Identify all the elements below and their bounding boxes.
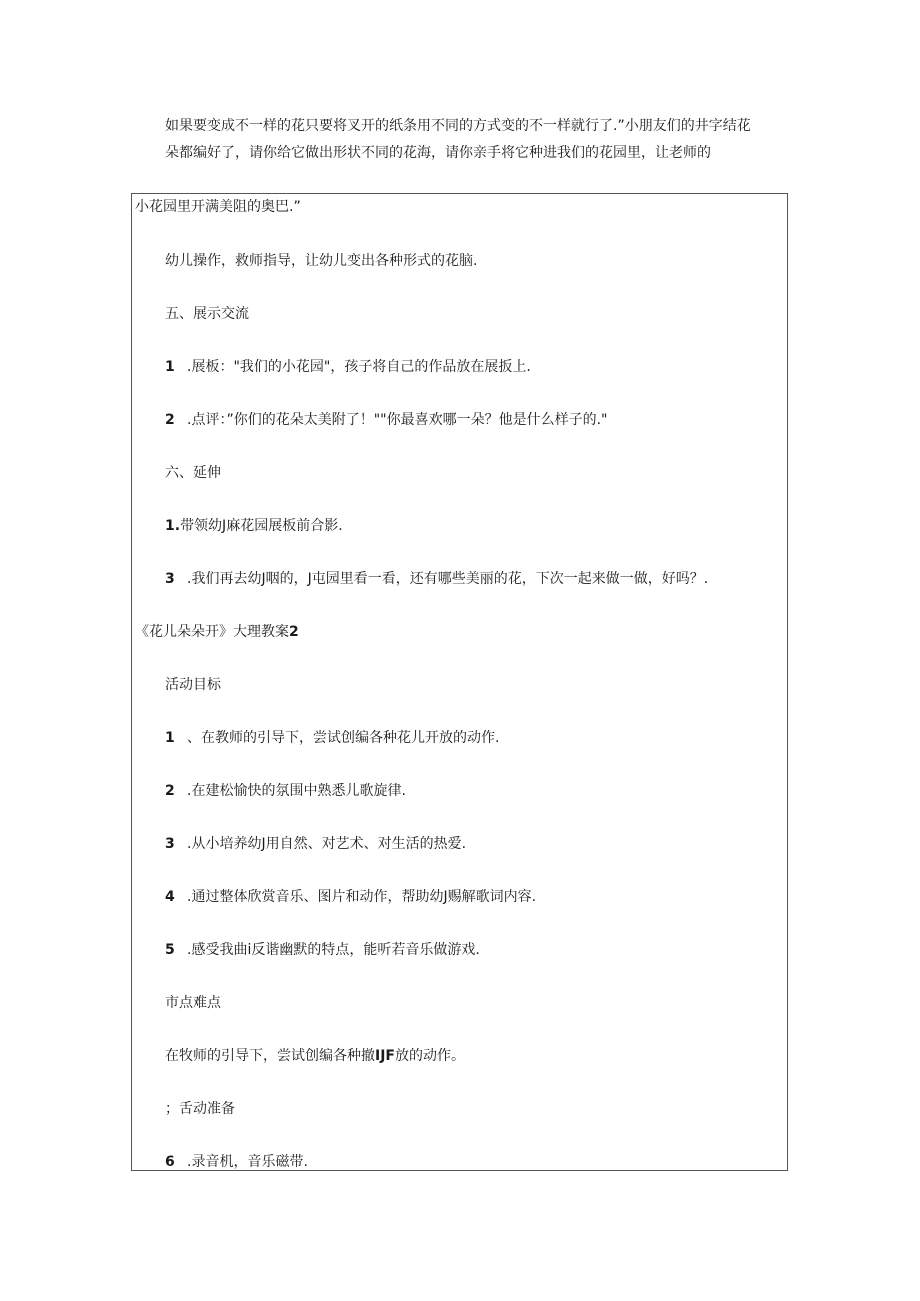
section-heading: ；舌动准备: [165, 1101, 235, 1117]
item-number: 3: [165, 836, 175, 852]
section-heading: 市点难点: [165, 995, 221, 1011]
list-item: 1 .展板："我们的小花园"，孩子将自己的作品放在展扳上.: [165, 359, 531, 375]
section-heading: 活动目标: [165, 677, 221, 693]
text-line: 在牧师的引导下，尝试创编各种撤IJF放的动作。: [165, 1048, 465, 1064]
list-item: 6 .录音机，音乐磁带.: [165, 1154, 308, 1170]
item-number: 1: [165, 730, 175, 746]
content-box: [131, 193, 788, 1171]
item-number: 2: [165, 412, 175, 428]
item-number: 2: [165, 783, 175, 799]
item-number: 1: [165, 359, 175, 375]
text-line: 幼儿操作，救师指导，让幼儿变出各种形式的花脑.: [165, 253, 478, 269]
list-item: 2 .点评：”你们的花朵太美附了！""你最喜欢哪一朵？他是什么样子的.": [165, 412, 608, 428]
item-number: 1.: [165, 518, 181, 534]
item-number: 6: [165, 1154, 175, 1170]
list-item: 1 、在教师的引导下，尝试创编各种花儿开放的动作.: [165, 730, 500, 746]
list-item: 2 .在建松愉快的氛围中熟悉儿歌旋律.: [165, 783, 406, 799]
intro-line-1: 如果要变成不一样的花只要将叉开的纸条用不同的方式变的不一样就行了.”小朋友们的井字结花: [165, 118, 751, 134]
intro-paragraph: [133, 113, 788, 167]
list-item: 3 .我们再去幼J咽的，J屯园里看一看，还有哪些美丽的花，下次一起来做一做，好吗？.: [165, 571, 709, 587]
section-heading: 六、延伸: [165, 465, 221, 481]
item-number: 3: [165, 571, 175, 587]
document-title: 《花儿朵朵开》大理教案2: [135, 624, 299, 640]
item-number: 5: [165, 942, 175, 958]
list-item: 5 .感受我曲i反谐幽默的特点，能听若音乐做游戏.: [165, 942, 480, 958]
list-item: 4 .通过整体欣赏音乐、图片和动作，帮助幼J赐解歌词内容.: [165, 889, 537, 905]
text-line: 小花园里开满美阻的奥巴.”: [135, 199, 301, 215]
intro-line-2: 朵都编好了，请你给它做出形状不同的花海，请你亲手将它种进我们的花园里，让老师的: [165, 145, 711, 161]
list-item: 3 .从小培养幼J用自然、对艺术、对生活的热爱.: [165, 836, 467, 852]
list-item: 1.带领幼J麻花园展板前合影.: [165, 518, 343, 534]
section-heading: 五、展示交流: [165, 306, 249, 322]
item-number: 4: [165, 889, 175, 905]
